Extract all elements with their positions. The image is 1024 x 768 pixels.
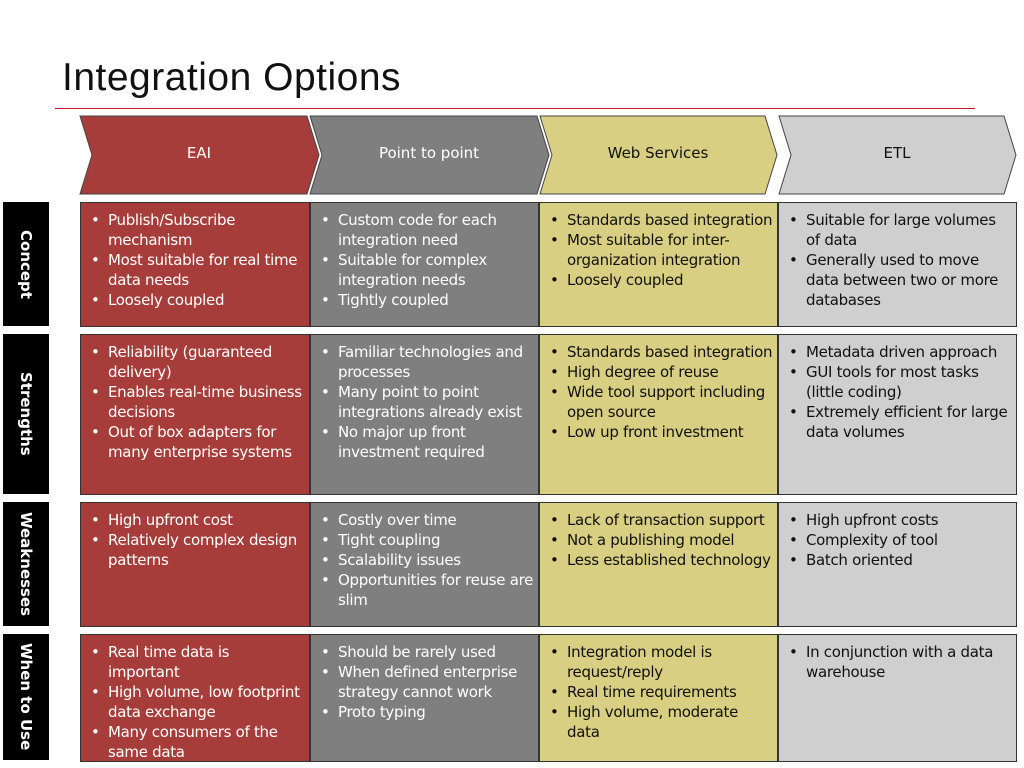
bullet-list bbox=[311, 635, 538, 722]
cell-weaknesses-eai bbox=[80, 502, 310, 627]
bullet-item: • Integration model is request/reply bbox=[548, 642, 773, 682]
bullet-list bbox=[779, 203, 1016, 310]
row-label-concept: Concept bbox=[3, 202, 49, 326]
bullet-item: • Should be rarely used bbox=[319, 642, 534, 662]
bullet-item: • In conjunction with a data warehouse bbox=[787, 642, 1012, 682]
row-label-weaknesses: Weaknesses bbox=[3, 502, 49, 626]
bullet-list bbox=[540, 335, 777, 442]
bullet-item: • Tight coupling bbox=[319, 530, 534, 550]
cell-strengths-web-services bbox=[539, 334, 778, 495]
bullet-list bbox=[81, 335, 309, 462]
bullet-item: • Many point to point integrations already exist bbox=[319, 382, 534, 422]
bullet-item: • Metadata driven approach bbox=[787, 342, 1012, 362]
bullet-item: • GUI tools for most tasks (little coding) bbox=[787, 362, 1012, 402]
bullet-list bbox=[311, 503, 538, 610]
bullet-item: • Loosely coupled bbox=[548, 270, 773, 290]
bullet-item: • When defined enterprise strategy cannot work bbox=[319, 662, 534, 702]
cell-concept-point-to-point bbox=[310, 202, 539, 327]
bullet-item: • Publish/Subscribe mechanism bbox=[89, 210, 305, 250]
column-header-etl: ETL bbox=[883, 144, 911, 162]
bullet-item: • Tightly coupled bbox=[319, 290, 534, 310]
cell-concept-eai bbox=[80, 202, 310, 327]
bullet-list bbox=[81, 635, 309, 762]
cell-concept-web-services bbox=[539, 202, 778, 327]
bullet-item: • Reliability (guaranteed delivery) bbox=[89, 342, 305, 382]
cell-weaknesses-web-services bbox=[539, 502, 778, 627]
bullet-item: • Scalability issues bbox=[319, 550, 534, 570]
bullet-item: • Most suitable for real time data needs bbox=[89, 250, 305, 290]
cell-strengths-eai bbox=[80, 334, 310, 495]
cell-when-to-use-eai bbox=[80, 634, 310, 762]
cell-strengths-etl bbox=[778, 334, 1017, 495]
bullet-item: • High volume, moderate data bbox=[548, 702, 773, 742]
bullet-item: • Suitable for complex integration needs bbox=[319, 250, 534, 290]
bullet-item: • Less established technology bbox=[548, 550, 773, 570]
cell-concept-etl bbox=[778, 202, 1017, 327]
bullet-list bbox=[81, 203, 309, 310]
bullet-item: • Low up front investment bbox=[548, 422, 773, 442]
bullet-item: • No major up front investment required bbox=[319, 422, 534, 462]
cell-when-to-use-etl bbox=[778, 634, 1017, 762]
bullet-list bbox=[81, 503, 309, 570]
bullet-item: • Standards based integration bbox=[548, 342, 773, 362]
cell-when-to-use-point-to-point bbox=[310, 634, 539, 762]
cell-when-to-use-web-services bbox=[539, 634, 778, 762]
column-header-web-services: Web Services bbox=[607, 144, 709, 162]
bullet-item: • Many consumers of the same data bbox=[89, 722, 305, 762]
column-header-point-to-point: Point to point bbox=[378, 144, 480, 162]
bullet-item: • Batch oriented bbox=[787, 550, 1012, 570]
bullet-list bbox=[779, 635, 1016, 682]
bullet-list bbox=[540, 503, 777, 570]
bullet-item: • High upfront costs bbox=[787, 510, 1012, 530]
bullet-list bbox=[540, 635, 777, 742]
bullet-item: • Enables real-time business decisions bbox=[89, 382, 305, 422]
bullet-item: • Lack of transaction support bbox=[548, 510, 773, 530]
bullet-item: • Proto typing bbox=[319, 702, 534, 722]
bullet-item: • Real time data is important bbox=[89, 642, 305, 682]
bullet-item: • High volume, low footprint data exchange bbox=[89, 682, 305, 722]
bullet-item: • Most suitable for inter-organization integration bbox=[548, 230, 773, 270]
bullet-list bbox=[311, 335, 538, 462]
cell-strengths-point-to-point bbox=[310, 334, 539, 495]
bullet-list bbox=[779, 503, 1016, 570]
bullet-item: • Extremely efficient for large data volumes bbox=[787, 402, 1012, 442]
bullet-item: • High upfront cost bbox=[89, 510, 305, 530]
bullet-item: • Complexity of tool bbox=[787, 530, 1012, 550]
bullet-item: • Wide tool support including open source bbox=[548, 382, 773, 422]
bullet-item: • Opportunities for reuse are slim bbox=[319, 570, 534, 610]
cell-weaknesses-etl bbox=[778, 502, 1017, 627]
bullet-item: • Familiar technologies and processes bbox=[319, 342, 534, 382]
bullet-item: • Standards based integration bbox=[548, 210, 773, 230]
row-label-strengths: Strengths bbox=[3, 334, 49, 494]
column-header-eai: EAI bbox=[186, 144, 212, 162]
bullet-item: • Custom code for each integration need bbox=[319, 210, 534, 250]
bullet-item: • Costly over time bbox=[319, 510, 534, 530]
bullet-item: • High degree of reuse bbox=[548, 362, 773, 382]
cell-weaknesses-point-to-point bbox=[310, 502, 539, 627]
bullet-list bbox=[779, 335, 1016, 442]
bullet-item: • Generally used to move data between two or more databases bbox=[787, 250, 1012, 310]
bullet-item: • Loosely coupled bbox=[89, 290, 305, 310]
column-header-arrows bbox=[0, 0, 1024, 200]
bullet-list bbox=[540, 203, 777, 290]
page-title: Integration Options bbox=[62, 56, 402, 99]
bullet-item: • Real time requirements bbox=[548, 682, 773, 702]
bullet-item: • Not a publishing model bbox=[548, 530, 773, 550]
bullet-item: • Suitable for large volumes of data bbox=[787, 210, 1012, 250]
row-label-when-to-use: When to Use bbox=[3, 634, 49, 760]
bullet-list bbox=[311, 203, 538, 310]
bullet-item: • Out of box adapters for many enterprise systems bbox=[89, 422, 305, 462]
bullet-item: • Relatively complex design patterns bbox=[89, 530, 305, 570]
